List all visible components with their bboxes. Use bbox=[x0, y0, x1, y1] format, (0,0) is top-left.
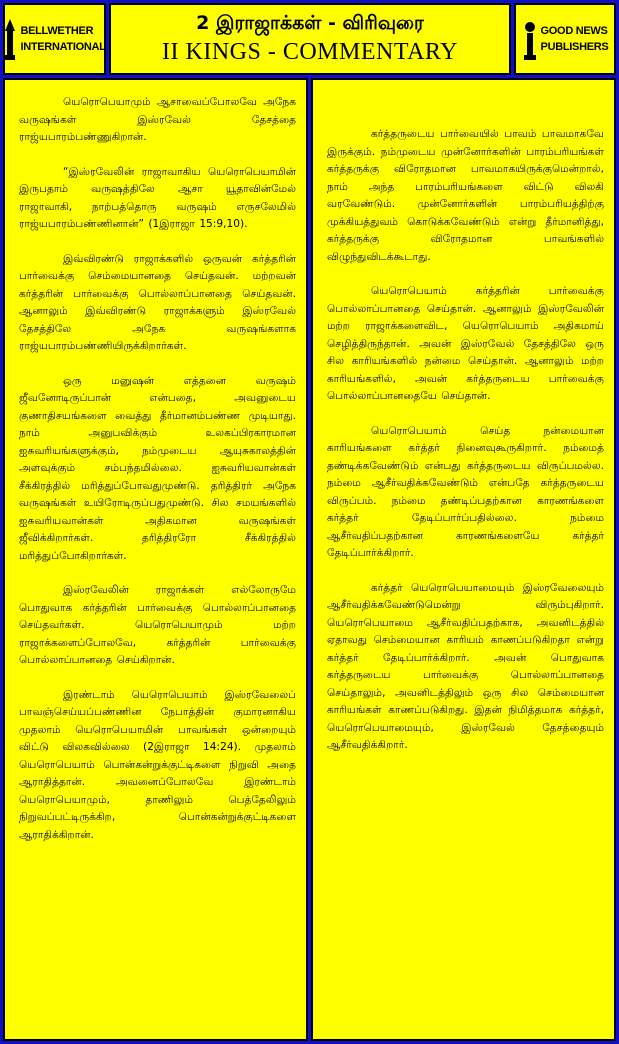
page-title-tamil: 2 இராஜாக்கள் - விரிவுரை bbox=[196, 12, 424, 34]
title-box bbox=[109, 3, 511, 75]
page-title-english: II KINGS - COMMENTARY bbox=[162, 39, 458, 65]
book-figure-icon bbox=[522, 17, 538, 61]
bellwether-logo bbox=[3, 3, 106, 75]
left-column bbox=[3, 78, 308, 1041]
paragraph: இரண்டாம் யெரொபெயாம் இஸ்ரவேலைப் பாவஞ்செய்யப்பண்ணின நேபாத்தின் குமாரனாகிய முதலாம் யெரொபெயாமின் பாவங்கள் ஒன்றையும் விட்டு விலகவில்லை (2இராஜா 14:24). முதலாம் யெரொபெயாம் பொன்கன்றுக்குட்டிகளை நிறுவி அதை ஆராதித்தான். அவனைப்போலவே இரண்டாம் யெரொபெயாமும், தாணிலும் பெத்தேலிலும் நிறுவப்பட்டிருக்கிற, பொன்கன்றுக்குட்டிகளை ஆராதிக்கிறான். bbox=[19, 688, 296, 841]
right-logo-line2: PUBLISHERS bbox=[540, 41, 609, 53]
paragraph: கர்த்தருடைய பார்வையில் பாவம் பாவமாகவே இருக்கும். நம்முடைய முன்னோர்களின் பாரம்பரியங்கள் கர்த்தருக்கு விரோதமான பாவமாகயிருக்குமென்றால், நாம் அந்த பாரம்பரியங்களை விட்டு விலகி வரவேண்டும். முன்னோர்களின் பாரம்பரியத்திற்கு முக்கியத்துவம் கொடுக்கவேண்டும் என்று தீர்மானித்து, கர்த்தருக்கு விரோதமான பாவங்களில் விழுந்துவிடக்கூடாது. bbox=[327, 128, 604, 263]
commentary-body bbox=[3, 78, 616, 1041]
paragraph: யெரொபெயாம் கர்த்தரின் பார்வைக்கு பொல்லாப்பானதை செய்தான். ஆனாலும் இஸ்ரவேலின் மற்ற ராஜாக்களைவிட, யெரொபெயாம் அதிகமாய் செழித்திருந்தான். அவன் இஸ்ரவேல் தேசத்திலே ஒரு சில காரியங்களில் நன்மை செய்தான். ஆனாலும் மற்ற காரியங்களில், அவன் கர்த்தருடைய பார்வைக்கு பொல்லாப்பானதையே செய்தான். bbox=[327, 285, 604, 402]
header bbox=[3, 3, 616, 75]
paragraph: யெரொபெயாம் செய்த நன்மையான காரியங்களை கர்த்தர் நினைவுகூருகிறார். நம்மைத் தண்டிக்கவேண்டும் என்பது கர்த்தருடைய விருப்பமல்ல. நம்மை ஆசீர்வதிக்கவேண்டும் என்பதே கர்த்தருடைய விருப்பம். நம்மை தண்டிப்பதற்கான காரணங்களை கர்த்தர் தேடிப்பார்ப்பதில்லை. நம்மை ஆசீர்வதிப்பதற்கான காரணங்களையே கர்த்தர் தேடிப்பார்க்கிறார். bbox=[327, 424, 604, 559]
paragraph: “இஸ்ரவேலின் ராஜாவாகிய யெரொபெயாமின் இருபதாம் வருஷத்திலே ஆசா யூதாவின்மேல் ராஜாவாகி, நாற்பத்தொரு வருஷம் எருசலேமில் ராஜ்யபாரம்பண்ணினான்” (1இராஜா 15:9,10). bbox=[19, 165, 296, 230]
right-column bbox=[311, 78, 616, 1041]
paragraph: ஒரு மனுஷன் எத்தனை வருஷம் ஜீவனோடிருப்பான் என்பதை, அவனுடைய குணாதிசயங்களை வைத்து தீர்மானம்பண்ண முடியாது. நாம் அனுபவிக்கும் உலகப்பிரகாரமான ஐசுவரியங்களுக்கும், நம்முடைய ஆயுசுகாலத்தின் அளவுக்கும் சம்பந்தமில்லை. ஐசுவரியவான்கள் சீக்கிரத்தில் மரித்துப்போவதுமுண்டு. தரித்திரர் அநேக வருஷங்கள் உயிரோடிருப்பதுமுண்டு. சில சமயங்களில் ஐசுவரியவான்கள் அதிகமான வருஷங்கள் ஜீவிக்கிறார்கள். தரித்திரரோ சீக்கிரத்தில் மரித்துப்போகிறார்கள். bbox=[19, 374, 296, 562]
good-news-logo bbox=[514, 3, 616, 75]
paragraph: இவ்விரண்டு ராஜாக்களில் ஒருவன் கர்த்தரின் பார்வைக்கு செம்மையானதை செய்தவன். மற்றவன் கர்த்தரின் பார்வைக்கு பொல்லாப்பானதை செய்தவன். ஆனாலும் இவ்விரண்டு ராஜாக்களும் இஸ்ரவேல் தேசத்திலே அநேக வருஷங்களாக ராஜ்யபாரம்பண்ணியிருக்கிறார்கள். bbox=[19, 252, 296, 352]
paragraph: இஸ்ரவேலின் ராஜாக்கள் எல்லோருமே பொதுவாக கர்த்தரின் பார்வைக்கு பொல்லாப்பானதை செய்தவர்கள். யெரொபெயாமும் மற்ற ராஜாக்களைப்போலவே, கர்த்தரின் பார்வைக்கு பொல்லாப்பானதை செய்கிறான். bbox=[19, 584, 296, 666]
right-logo-line1: GOOD NEWS bbox=[540, 25, 608, 37]
left-logo-line2: INTERNATIONAL bbox=[20, 41, 106, 53]
chess-piece-icon bbox=[3, 17, 17, 61]
paragraph: கர்த்தர் யெரொபெயாமையும் இஸ்ரவேலையும் ஆசீர்வதிக்கவேண்டுமென்று விரும்புகிறார். யெரொபெயாமை ஆசீர்வதிப்பதற்காக, அவனிடத்தில் ஏதாவது செம்மையான காரியம் காணப்படுகிறதா என்று கர்த்தர் தேடிப்பார்க்கிறார். அவன் பொதுவாக கர்த்தருடைய பார்வைக்கு பொல்லாப்பானதை செய்தாலும், அவனிடத்திலும் ஒரு சில செம்மையான காரியங்கள் காணப்படுகிறது. இதன் நிமித்தமாக கர்த்தர், யெரொபெயாமையும், இஸ்ரவேல் தேசத்தையும் ஆசீர்வதிக்கிறார். bbox=[327, 581, 604, 751]
left-logo-line1: BELLWETHER bbox=[20, 25, 94, 37]
paragraph: யெரொபெயாமும் ஆசாவைப்போலவே அநேக வருஷங்கள் இஸ்ரவேல் தேசத்தை ராஜ்யபாரம்பண்ணுகிறான். bbox=[19, 96, 296, 143]
